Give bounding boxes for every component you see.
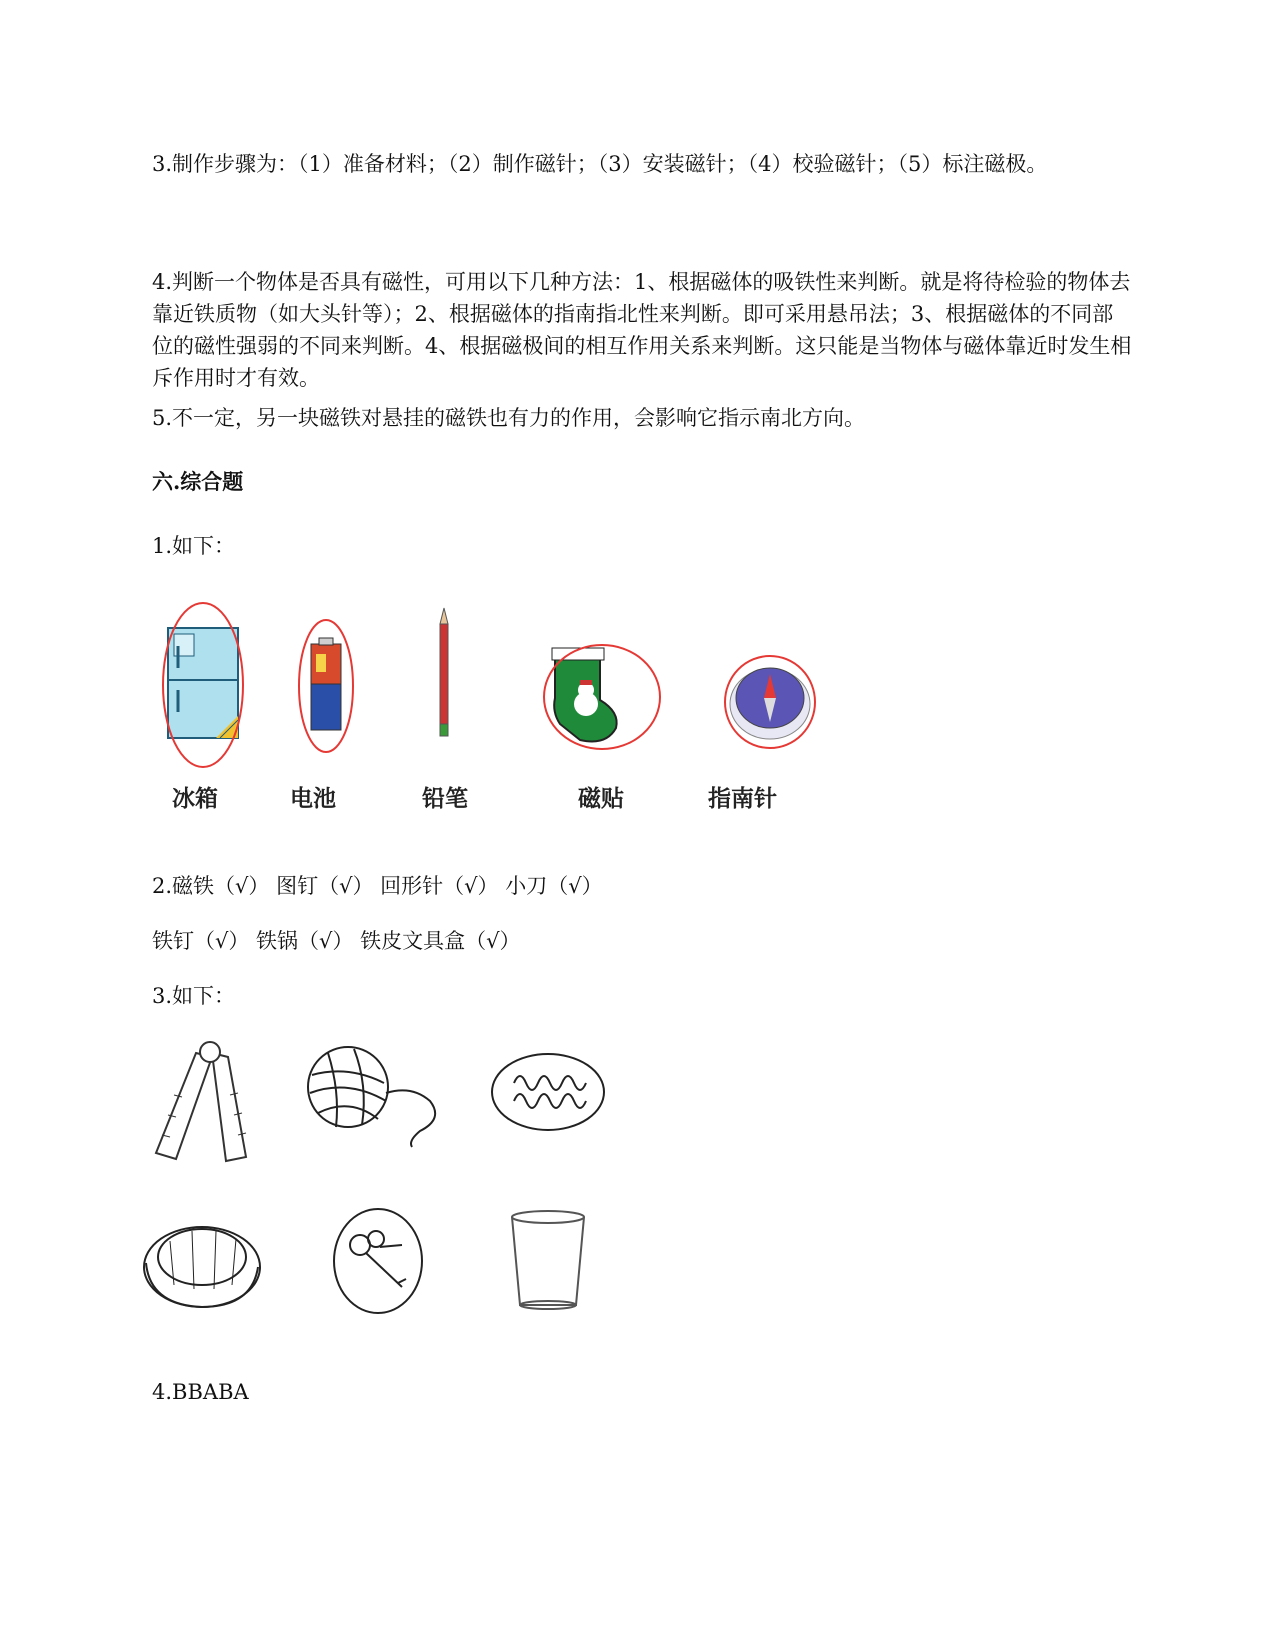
comprehensive-q2-line1: 2.磁铁（√） 图钉（√） 回形针（√） 小刀（√） <box>152 874 603 898</box>
q3-figure <box>140 1035 630 1325</box>
section-heading: 六.综合题 <box>152 469 244 494</box>
compass-illustration <box>730 668 810 739</box>
yarn-ball-illustration <box>308 1047 435 1147</box>
answer-3: 3.制作步骤为：（1）准备材料；（2）制作磁针；（3）安装磁针；（4）校验磁针；（5）标注磁极。 <box>152 152 1048 176</box>
comprehensive-q4: 4.BBABA <box>152 1380 249 1404</box>
comprehensive-q2-line2: 铁钉（√） 铁锅（√） 铁皮文具盒（√） <box>152 929 521 953</box>
label-compass: 指南针 <box>708 786 777 812</box>
tape-measure-illustration <box>144 1227 260 1307</box>
fridge-illustration <box>168 628 238 738</box>
answer-4: 4.判断一个物体是否具有磁性，可用以下几种方法：1、根据磁体的吸铁性来判断。就是将待检验的物体去靠近铁质物（如大头针等）；2、根据磁体的指南指北性来判断。即可采用悬吊法；3、根据磁体的不同部位的磁性强弱的不同来判断。4、根据磁极间的相互作用关系来判断。这只能是当物体与磁体靠近时发生相斥作用时才有效。 <box>152 270 1132 390</box>
label-battery: 电池 <box>290 786 336 812</box>
comprehensive-q1: 1.如下： <box>152 534 236 558</box>
sticker-illustration <box>552 648 617 742</box>
comprehensive-q3: 3.如下： <box>152 984 236 1008</box>
label-fridge: 冰箱 <box>172 786 218 812</box>
battery-illustration <box>311 638 341 730</box>
spring-illustration <box>492 1054 604 1130</box>
label-pencil: 铅笔 <box>422 786 468 812</box>
folding-ruler-illustration <box>156 1042 246 1161</box>
glass-cup-illustration <box>512 1211 584 1309</box>
pencil-illustration <box>440 608 448 736</box>
answer-5: 5.不一定，另一块磁铁对悬挂的磁铁也有力的作用，会影响它指示南北方向。 <box>152 406 866 430</box>
label-sticker: 磁贴 <box>578 786 624 812</box>
keys-illustration <box>334 1209 422 1313</box>
